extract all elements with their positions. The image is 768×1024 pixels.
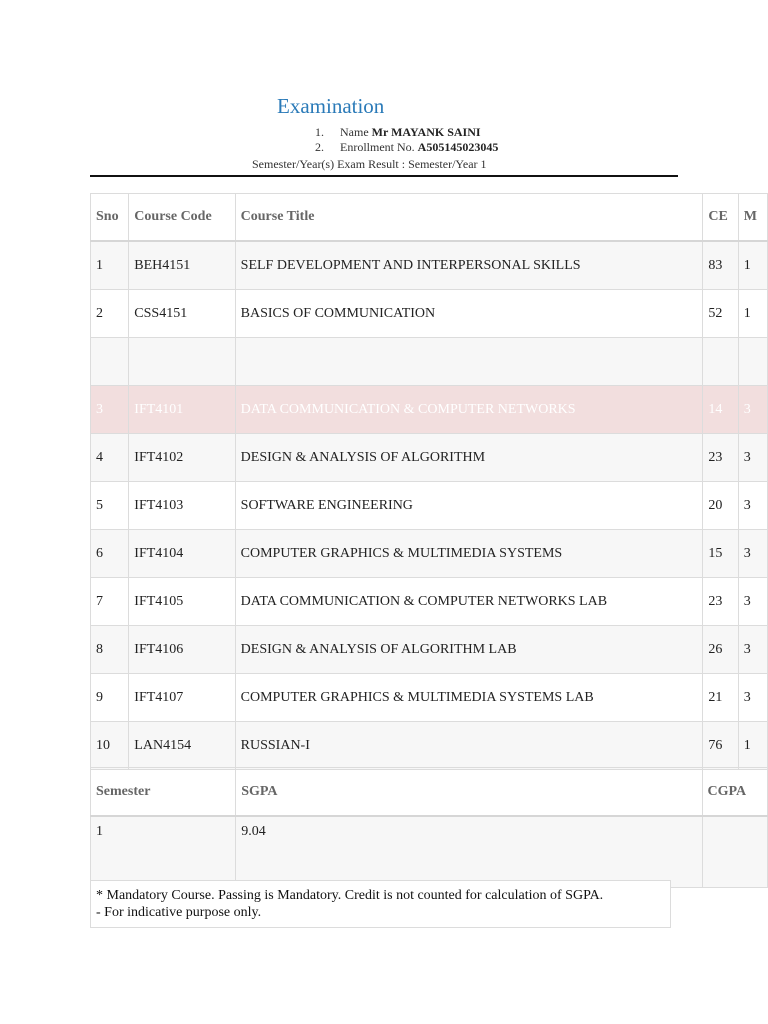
cell-m <box>738 338 767 386</box>
cell-course-title: COMPUTER GRAPHICS & MULTIMEDIA SYSTEMS <box>235 530 703 578</box>
cell-ce: 83 <box>703 241 738 290</box>
cell-course-code: IFT4105 <box>129 578 235 626</box>
semester-value: 1 <box>91 816 236 888</box>
cell-ce: 14 <box>703 386 738 434</box>
cell-course-code: IFT4102 <box>129 434 235 482</box>
divider <box>90 175 678 177</box>
name-label: Name <box>340 125 369 139</box>
footnote-box <box>90 880 671 928</box>
cell-course-code: CSS4151 <box>129 290 235 338</box>
cell-sno: 2 <box>91 290 129 338</box>
summary-table <box>90 767 768 888</box>
cell-course-code: IFT4103 <box>129 482 235 530</box>
header-cgpa: CGPA <box>702 768 767 817</box>
cell-ce: 20 <box>703 482 738 530</box>
cell-sno: 1 <box>91 241 129 290</box>
cell-course-code <box>129 338 235 386</box>
cell-sno: 9 <box>91 674 129 722</box>
table-row <box>91 578 768 626</box>
cell-ce: 52 <box>703 290 738 338</box>
cell-ce: 15 <box>703 530 738 578</box>
cell-m: 3 <box>738 386 767 434</box>
mandatory-note: * Mandatory Course. Passing is Mandatory. Credit is not counted for calculation of SGPA. <box>96 888 604 903</box>
table-row <box>91 482 768 530</box>
table-row <box>91 674 768 722</box>
header-course-code: Course Code <box>129 194 235 242</box>
results-header-row <box>91 194 768 242</box>
cell-course-title: RUSSIAN-I <box>235 722 703 770</box>
cell-sno: 6 <box>91 530 129 578</box>
cell-m: 3 <box>738 434 767 482</box>
cell-sno: 3 <box>91 386 129 434</box>
cell-course-title <box>235 338 703 386</box>
cell-course-title: DESIGN & ANALYSIS OF ALGORITHM LAB <box>235 626 703 674</box>
cell-course-title: DESIGN & ANALYSIS OF ALGORITHM <box>235 434 703 482</box>
cell-ce: 21 <box>703 674 738 722</box>
cell-m: 3 <box>738 482 767 530</box>
cell-sno: 10 <box>91 722 129 770</box>
enrollment-number: A505145023045 <box>417 140 499 154</box>
cell-course-code: LAN4154 <box>129 722 235 770</box>
indicative-note: - For indicative purpose only. <box>96 905 262 920</box>
cell-sno: 8 <box>91 626 129 674</box>
summary-row <box>91 816 768 888</box>
table-row <box>91 530 768 578</box>
table-row <box>91 241 768 290</box>
cell-ce: 26 <box>703 626 738 674</box>
student-name-line <box>315 125 481 140</box>
cell-m: 3 <box>738 530 767 578</box>
cell-ce: 76 <box>703 722 738 770</box>
cell-m: 1 <box>738 722 767 770</box>
cell-course-title: DATA COMMUNICATION & COMPUTER NETWORKS <box>235 386 703 434</box>
cgpa-value <box>702 816 767 888</box>
cell-course-title: SELF DEVELOPMENT AND INTERPERSONAL SKILLS <box>235 241 703 290</box>
cell-m: 3 <box>738 578 767 626</box>
cell-ce: 23 <box>703 578 738 626</box>
cell-sno <box>91 338 129 386</box>
table-row <box>91 722 768 770</box>
table-row <box>91 386 768 434</box>
cell-course-title: COMPUTER GRAPHICS & MULTIMEDIA SYSTEMS LAB <box>235 674 703 722</box>
cell-m: 3 <box>738 626 767 674</box>
cell-course-title: SOFTWARE ENGINEERING <box>235 482 703 530</box>
cell-sno: 7 <box>91 578 129 626</box>
list-number: 2. <box>315 140 324 154</box>
cell-course-code: BEH4151 <box>129 241 235 290</box>
header-sgpa: SGPA <box>236 768 702 817</box>
semester-result-caption: Semester/Year(s) Exam Result : Semester/Year 1 <box>252 157 487 171</box>
list-number: 1. <box>315 125 324 139</box>
cell-course-code: IFT4104 <box>129 530 235 578</box>
table-row <box>91 338 768 386</box>
cell-sno: 5 <box>91 482 129 530</box>
cell-sno: 4 <box>91 434 129 482</box>
header-sno: Sno <box>91 194 129 242</box>
header-course-title: Course Title <box>235 194 703 242</box>
enrollment-line <box>315 140 498 155</box>
student-name: Mr MAYANK SAINI <box>371 125 481 139</box>
cell-ce <box>703 338 738 386</box>
cell-m: 1 <box>738 241 767 290</box>
cell-ce: 23 <box>703 434 738 482</box>
enrollment-label: Enrollment No. <box>340 140 415 154</box>
cell-course-title: DATA COMMUNICATION & COMPUTER NETWORKS LAB <box>235 578 703 626</box>
summary-header-row <box>91 768 768 817</box>
cell-course-title: BASICS OF COMMUNICATION <box>235 290 703 338</box>
cell-course-code: IFT4107 <box>129 674 235 722</box>
table-row <box>91 626 768 674</box>
header-semester: Semester <box>91 768 236 817</box>
page-title: Examination <box>277 94 385 118</box>
sgpa-value: 9.04 <box>236 816 702 888</box>
table-row <box>91 290 768 338</box>
cell-m: 3 <box>738 674 767 722</box>
results-table <box>90 193 768 770</box>
table-row <box>91 434 768 482</box>
header-ce: CE <box>703 194 738 242</box>
cell-m: 1 <box>738 290 767 338</box>
cell-course-code: IFT4106 <box>129 626 235 674</box>
cell-course-code: IFT4101 <box>129 386 235 434</box>
header-m: M <box>738 194 767 242</box>
